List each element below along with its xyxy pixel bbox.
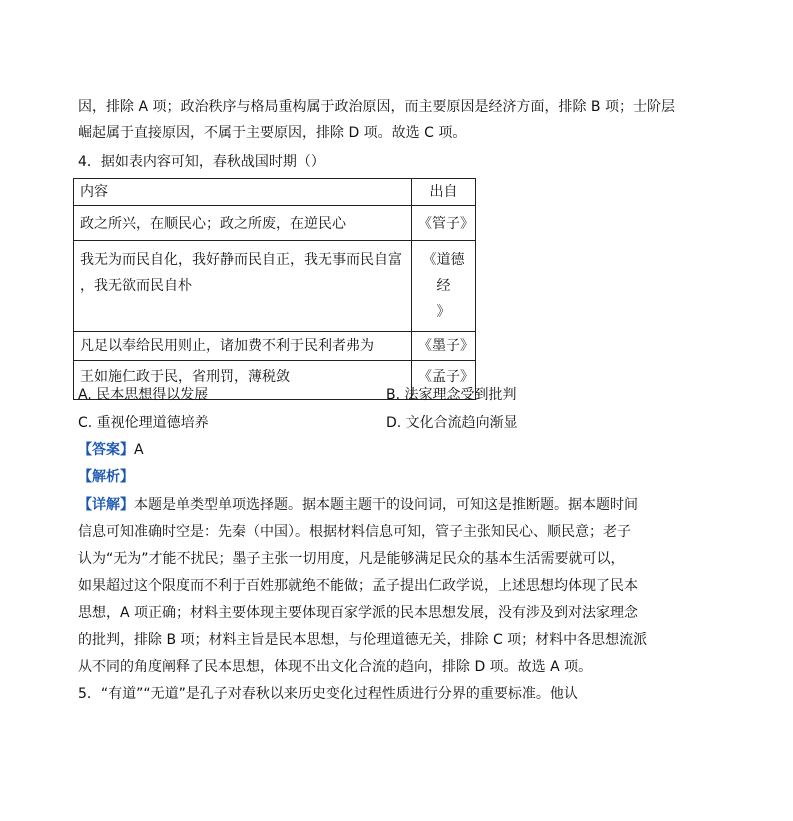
table-header-source: 出自	[412, 179, 476, 206]
table-row	[74, 206, 476, 241]
answer-line	[78, 441, 144, 459]
detail-line-3: 认为“无为”才能不扰民；墨子主张一切用度，凡是能够满足民众的基本生活需要就可以，	[78, 551, 625, 567]
cell-text: 《管子》	[418, 216, 474, 232]
cell-text: 》	[436, 304, 451, 320]
intro-line-1: 因，排除 A 项；政治秩序与格局重构属于政治原因，而主要原因是经济方面，排除 B 项；士阶层	[78, 99, 675, 115]
answer-label: 【答案】	[78, 442, 134, 458]
table-row	[74, 241, 476, 332]
table-cell-source	[412, 206, 476, 241]
cell-text: 《道德经	[422, 252, 465, 294]
cell-text: 政之所兴，在顺民心；政之所废，在逆民心	[80, 216, 346, 232]
table-cell-content	[74, 241, 412, 332]
table-cell-content	[74, 332, 412, 361]
detail-line-5: 思想，A 项正确；材料主要体现主要体现百家学派的民本思想发展，没有涉及到对法家理念	[78, 605, 639, 621]
table-header-row	[74, 179, 476, 206]
table-header-content: 内容	[74, 179, 412, 206]
source-table	[73, 178, 476, 400]
detail-line-4: 如果超过这个限度而不利于百姓那就绝不能做；孟子提出仁政学说，上述思想均体现了民本	[78, 578, 638, 594]
cell-text: 《孟子》	[418, 369, 474, 385]
question-4-stem: 4．据如表内容可知，春秋战国时期（）	[78, 154, 325, 170]
table-cell-source	[412, 332, 476, 361]
option-a: A. 民本思想得以发展	[78, 387, 209, 403]
option-b: B. 法家理念受到批判	[386, 387, 517, 403]
cell-text: 《墨子》	[418, 338, 474, 354]
table-cell-source	[412, 241, 476, 332]
answer-value: A	[134, 442, 144, 458]
option-d: D. 文化合流趋向渐显	[386, 415, 518, 431]
table-cell-content	[74, 206, 412, 241]
detail-line-1	[78, 496, 638, 514]
intro-line-2: 崛起属于直接原因，不属于主要原因，排除 D 项。故选 C 项。	[78, 125, 467, 141]
question-5-stem: 5．“有道”“无道”是孔子对春秋以来历史变化过程性质进行分界的重要标准。他认	[78, 686, 578, 702]
detail-text: 本题是单类型单项选择题。据本题主题干的设问词，可知这是推断题。据本题时间	[134, 497, 638, 513]
detail-line-6: 的批判，排除 B 项；材料主旨是民本思想，与伦理道德无关，排除 C 项；材料中各思想流派	[78, 632, 648, 648]
cell-text: ，我无欲而民自朴	[80, 278, 192, 294]
cell-text: 王如施仁政于民，省刑罚，薄税敛	[80, 369, 290, 385]
detail-label: 【详解】	[78, 497, 134, 513]
detail-line-2: 信息可知准确时空是：先秦（中国）。根据材料信息可知，管子主张知民心、顺民意；老子	[78, 524, 631, 540]
table-row	[74, 332, 476, 361]
cell-text: 凡足以奉给民用则止，诸加费不利于民利者弗为	[80, 338, 374, 354]
analysis-label: 【解析】	[78, 469, 134, 485]
detail-line-7: 从不同的角度阐释了民本思想，体现不出文化合流的趋向，排除 D 项。故选 A 项。	[78, 659, 593, 675]
analysis-line	[78, 468, 134, 486]
option-c: C. 重视伦理道德培养	[78, 415, 209, 431]
cell-text: 我无为而民自化，我好静而民自正，我无事而民自富	[80, 252, 402, 268]
